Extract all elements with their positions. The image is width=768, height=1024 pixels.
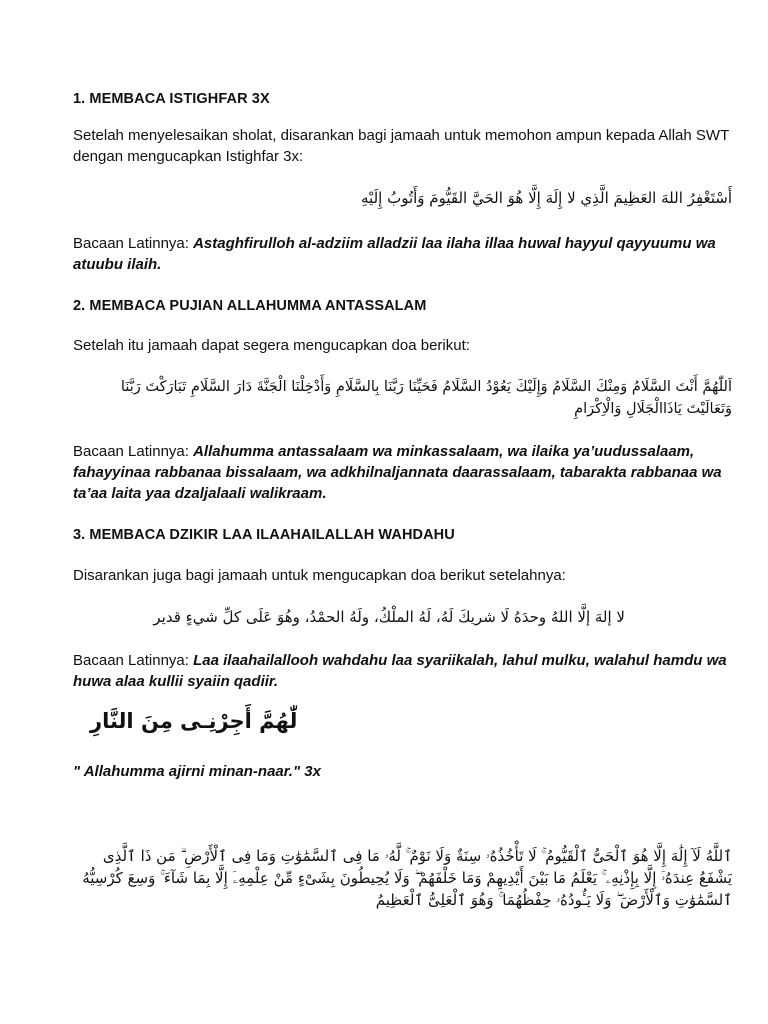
ayat-kursi-arabic: ٱللَّهُ لَآ إِلَٰهَ إِلَّا هُوَ ٱلْحَىُّ ٱلْقَيُّومُ ۚ لَا تَأْخُذُهُۥ سِنَةٌ وَلَا نَوْمٌ ۚ لَّهُۥ مَا فِى ٱلسَّمَٰوَٰتِ وَمَا فِى ٱلْأَرْضِ ۗ مَن ذَا ٱلَّذِى يَشْفَعُ عِندَهُۥٓ إِلَّا بِإِذْنِهِۦ ۚ يَعْلَمُ مَا بَيْنَ أَيْدِيهِمْ وَمَا خَلْفَهُمْ ۖ وَلَا يُحِيطُونَ بِشَىْءٍ مِّنْ عِلْمِهِۦٓ إِلَّا بِمَا شَآءَ ۚ وَسِعَ كُرْسِيُّهُ ٱلسَّمَٰوَٰتِ وَٱلْأَرْضَ ۖ وَلَا يَـُٔودُهُۥ حِفْظُهُمَا ۚ وَهُوَ ٱلْعَلِىُّ ٱلْعَظِيمُ bbox=[82, 847, 732, 909]
section2-heading: 2. MEMBACA PUJIAN ALLAHUMMA ANTASSALAM bbox=[73, 298, 427, 314]
section3-latin bbox=[73, 650, 733, 692]
section2-latin-label: Bacaan Latinnya: bbox=[73, 443, 194, 460]
section1-arabic: أَسْتَغْفِرُ اللهَ العَظِيمَ الَّذِي لا إِلَهَ إِلَّا هُوَ الحَيَّ القَيُّومَ وَأَتُوبُ إِلَيْهِ bbox=[361, 189, 732, 207]
section2-latin bbox=[73, 441, 733, 504]
section1-intro: Setelah menyelesaikan sholat, disarankan bagi jamaah untuk memohon ampun kepada Allah SWT dengan mengucapkan Istighfar 3x: bbox=[73, 127, 729, 165]
section2-arabic: اَللّٰهُمَّ أَنْتَ السَّلَامُ وَمِنْكَ السَّلَامُ وَإِلَيْكَ يَعُوْدُ السَّلَامُ فَحَيِّنَا رَبَّنَا بِالسَّلَامِ وَأَدْخِلْنَا الْجَنَّةَ دَارَ السَّلَامِ تَبَارَكْتَ رَبَّنَا وَتَعَالَيْتَ يَاذَاالْجَلَالِ وَالْاِكْرَامِ bbox=[120, 379, 732, 417]
section3-heading: 3. MEMBACA DZIKIR LAA ILAAHAILALLAH WAHDAHU bbox=[73, 527, 455, 543]
section3-intro: Disarankan juga bagi jamaah untuk mengucapkan doa berikut setelahnya: bbox=[73, 567, 566, 584]
section3-latin-text: Laa ilaahailallooh wahdahu laa syariikalah, lahul mulku, walahul hamdu wa huwa alaa kullii syaiin qadiir. bbox=[73, 652, 727, 690]
section1-heading: 1. MEMBACA ISTIGHFAR 3X bbox=[73, 91, 270, 107]
section1-latin-text: Astaghfirulloh al-adziim alladzii laa ilaha illaa huwal hayyul qayyuumu wa atuubu ilaih. bbox=[73, 235, 716, 273]
section1-latin bbox=[73, 233, 733, 275]
ajirni-latin: " Allahumma ajirni minan-naar." 3x bbox=[73, 763, 321, 780]
ajirni-arabic: لّٰهُمَّ أَجِرْنِـى مِنَ النَّارِ bbox=[90, 709, 298, 733]
section2-intro: Setelah itu jamaah dapat segera mengucapkan doa berikut: bbox=[73, 337, 470, 354]
section2-latin-text: Allahumma antassalaam wa minkassalaam, wa ilaika ya’uudussalaam, fahayyinaa rabbanaa bissalaam, wa adkhilnaljannata daarassalaam, tabarakta rabbanaa wa ta’aa laita yaa dzaljalaali walikraam. bbox=[73, 443, 722, 502]
section1-latin-label: Bacaan Latinnya: bbox=[73, 235, 194, 252]
section3-arabic: لا إلهَ إلَّا اللهُ وحدَهُ لَا شريكَ لَهُ، لَهُ الملْكُ، ولَهُ الحمْدُ، وهُوَ عَلَى كلِّ شيءٍ قدير bbox=[153, 608, 625, 626]
section3-latin-label: Bacaan Latinnya: bbox=[73, 652, 194, 669]
